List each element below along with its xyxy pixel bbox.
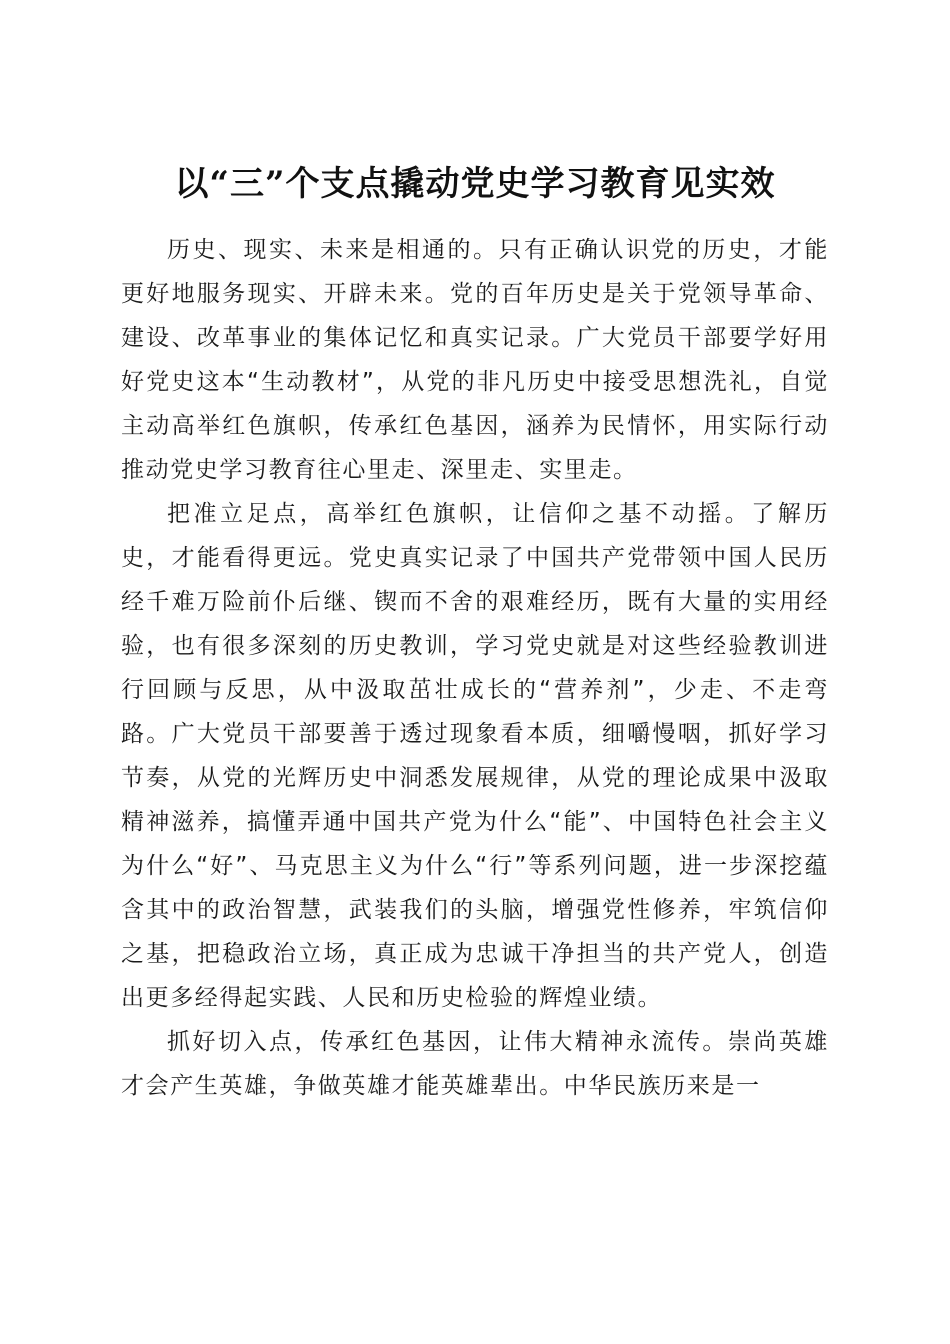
paragraph-red-banner: 把准立足点，高举红色旗帜，让信仰之基不动摇。了解历史，才能看得更远。党史真实记录了中国共产党带领中国人民历经千难万险前仆后继、锲而不舍的艰难经历，既有大量的实用经验，也有很多深刻的历史教训，学习党史就是对这些经验教训进行回顾与反思，从中汲取茁壮成长的“营养剂”，少走、不走弯路。广大党员干部要善于透过现象看本质，细嚼慢咽，抓好学习节奏，从党的光辉历史中洞悉发展规律，从党的理论成果中汲取精神滋养，搞懂弄通中国共产党为什么“能”、中国特色社会主义为什么“好”、马克思主义为什么“行”等系列问题，进一步深挖蕴含其中的政治智慧，武装我们的头脑，增强党性修养，牢筑信仰之基，把稳政治立场，真正成为忠诚干净担当的共产党人，创造出更多经得起实践、人民和历史检验的辉煌业绩。 bbox=[121, 501, 829, 1011]
paragraph-intro: 历史、现实、未来是相通的。只有正确认识党的历史，才能更好地服务现实、开辟未来。党的百年历史是关于党领导革命、建设、改革事业的集体记忆和真实记录。广大党员干部要学好用好党史这本“生动教材”，从党的非凡历史中接受思想洗礼，自觉主动高举红色旗帜，传承红色基因，涵养为民情怀，用实际行动推动党史学习教育往心里走、深里走、实里走。 bbox=[121, 237, 829, 483]
document-body bbox=[121, 228, 829, 1108]
paragraph-red-gene: 抓好切入点，传承红色基因，让伟大精神永流传。崇尚英雄才会产生英雄，争做英雄才能英雄辈出。中华民族历来是一 bbox=[121, 1029, 829, 1099]
document-title: 以“三”个支点撬动党史学习教育见实效 bbox=[174, 163, 776, 204]
